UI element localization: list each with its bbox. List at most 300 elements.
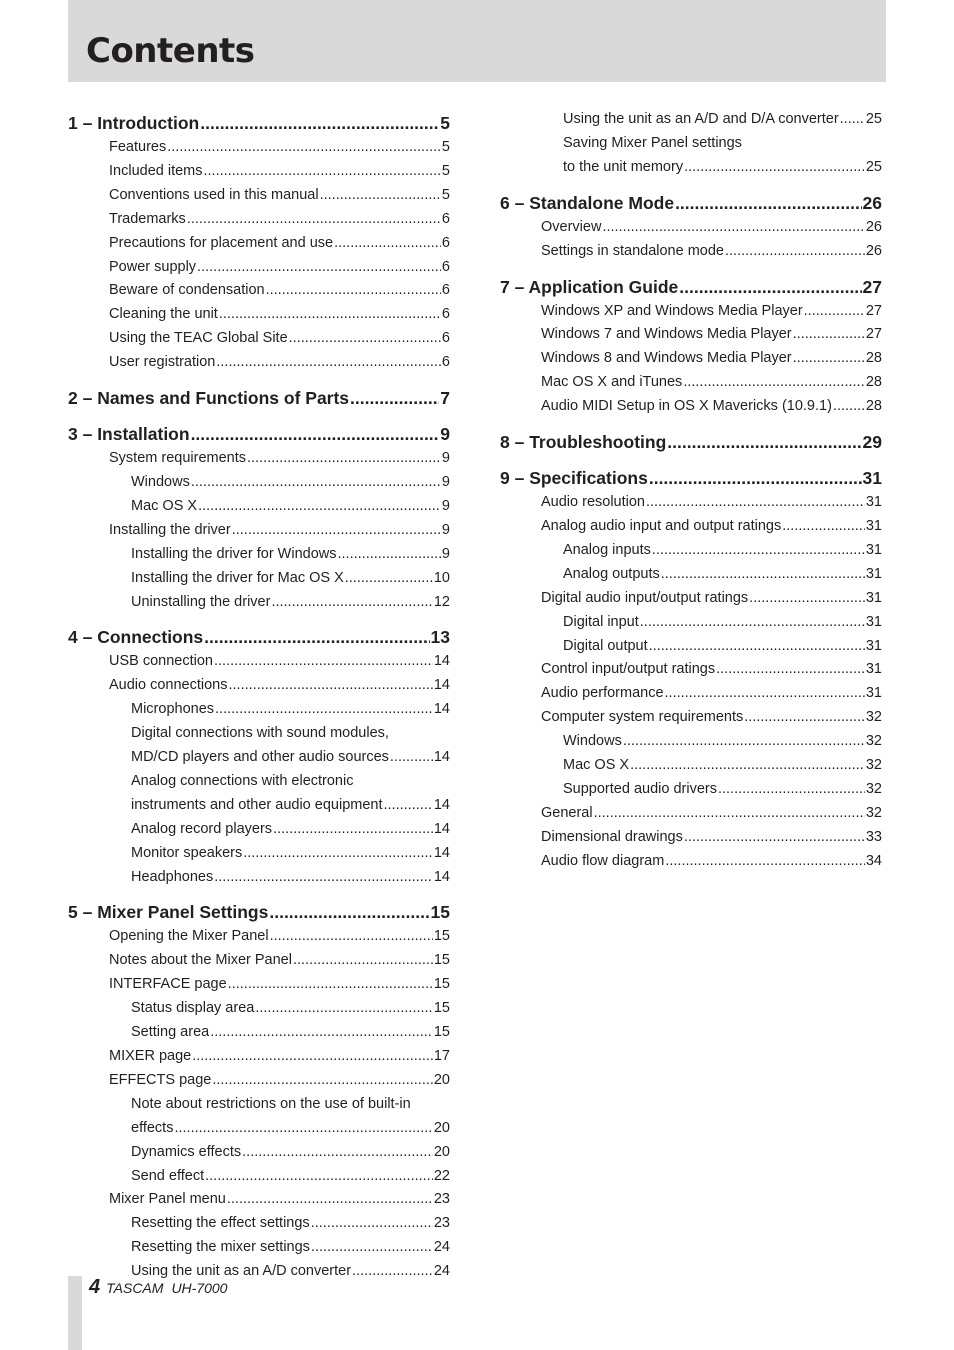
toc-entry-title-line: Note about restrictions on the use of built-in [131,1095,411,1112]
toc-dot-leader [167,136,441,160]
toc-entry-title: Beware of condensation [109,282,265,299]
toc-entry[interactable] [68,471,450,495]
toc-entry[interactable] [68,1212,450,1236]
toc-entry-title: Computer system requirements [541,709,744,726]
toc-page-number: 33 [865,828,882,845]
toc-dot-leader [247,447,441,471]
toc-entry[interactable] [68,279,450,303]
toc-page-number: 28 [865,374,882,391]
toc-page-number: 32 [865,804,882,821]
toc-dot-leader [214,650,433,674]
footer-brand: TASCAM [106,1280,164,1296]
toc-entry-title: Power supply [109,258,197,275]
toc-dot-leader [270,925,433,949]
toc-page-number: 31 [865,685,882,702]
toc-dot-leader [640,611,865,635]
toc-dot-leader [594,802,865,826]
toc-page-number: 28 [865,398,882,415]
toc-page-number: 20 [433,1119,450,1136]
toc-entry-title: Overview [541,218,602,235]
toc-entry-title: Using the unit as an A/D converter [131,1263,352,1280]
toc-entry-title: instruments and other audio equipment [131,796,383,813]
toc-dot-leader [266,279,441,303]
toc-entry-title: Supported audio drivers [563,780,717,797]
toc-entry-title: 5 – Mixer Panel Settings [68,902,269,923]
toc-entry[interactable] [68,1165,450,1189]
toc-entry[interactable] [68,495,450,519]
toc-entry[interactable] [500,515,882,539]
toc-entry[interactable] [500,108,882,132]
toc-dot-leader [215,698,433,722]
toc-entry[interactable] [500,216,882,240]
toc-entry-title: 4 – Connections [68,627,204,648]
toc-page-number: 6 [441,330,450,347]
toc-dot-leader [833,395,865,419]
toc-dot-leader [661,563,865,587]
toc-entry-title: Headphones [131,868,214,885]
toc-page-number: 14 [433,820,450,837]
toc-page-number: 34 [865,852,882,869]
toc-page-number: 32 [865,709,882,726]
toc-entry[interactable] [500,563,882,587]
toc-entry-title: Windows [131,473,190,490]
toc-entry-title: Windows XP and Windows Media Player [541,302,803,319]
toc-entry-title: 2 – Names and Functions of Parts [68,388,350,409]
toc-page-number: 9 [441,497,450,514]
toc-entry[interactable] [68,866,450,890]
toc-dot-leader [782,515,865,539]
toc-page-number: 32 [865,757,882,774]
toc-dot-leader [204,160,441,184]
toc-dot-leader [840,108,865,132]
toc-entry[interactable] [500,587,882,611]
toc-entry[interactable] [68,1069,450,1093]
toc-entry[interactable] [68,770,450,818]
toc-entry-title: Digital input [563,613,639,630]
toc-entry[interactable] [68,997,450,1021]
toc-dot-leader [684,826,865,850]
toc-dot-leader [390,746,433,770]
toc-dot-leader [197,256,441,280]
toc-entry-title: Using the TEAC Global Site [109,330,288,347]
toc-chapter[interactable] [500,190,882,216]
toc-dot-leader [214,866,433,890]
toc-entry[interactable] [500,132,882,180]
toc-page-number: 14 [433,701,450,718]
toc-entry-title: Installing the driver [109,521,231,538]
toc-page-number: 31 [865,541,882,558]
toc-page-number: 31 [865,613,882,630]
toc-page-number: 20 [433,1143,450,1160]
toc-dot-leader [174,1117,432,1141]
toc-dot-leader [649,465,862,491]
toc-page-number: 6 [441,258,450,275]
toc-entry[interactable] [500,730,882,754]
toc-entry[interactable] [68,447,450,471]
toc-entry-title-line: Analog connections with electronic [131,772,354,789]
toc-entry[interactable] [500,802,882,826]
toc-entry-title: Mac OS X and iTunes [541,374,683,391]
toc-page-number: 15 [433,952,450,969]
toc-dot-leader [725,240,865,264]
toc-page-number: 28 [865,350,882,367]
toc-page-number: 14 [433,844,450,861]
toc-entry[interactable] [68,519,450,543]
toc-entry-title: Included items [109,162,203,179]
toc-dot-leader [352,1260,433,1284]
toc-chapter[interactable] [68,385,450,411]
toc-entry[interactable] [68,973,450,997]
toc-page-number: 5 [441,139,450,155]
toc-chapter[interactable] [68,421,450,447]
toc-dot-leader [232,519,441,543]
toc-entry-title: Resetting the mixer settings [131,1239,310,1256]
toc-page-number: 10 [433,569,450,586]
toc-dot-leader [289,327,441,351]
toc-page-number: 15 [433,1024,450,1041]
toc-entry-title: Audio resolution [541,494,645,511]
toc-entry-title: Audio connections [109,677,228,694]
toc-chapter[interactable] [500,465,882,491]
toc-page-number: 9 [441,545,450,562]
toc-entry-title: Dynamics effects [131,1143,242,1160]
toc-dot-leader [200,110,439,136]
toc-entry-title: Audio performance [541,685,664,702]
toc-entry-title: Windows 8 and Windows Media Player [541,350,792,367]
toc-entry[interactable] [68,1188,450,1212]
toc-page-number: 15 [433,1000,450,1017]
toc-entry-title: System requirements [109,450,246,467]
toc-dot-leader [311,1212,433,1236]
toc-entry-title: Analog outputs [563,565,660,582]
toc-entry[interactable] [68,591,450,615]
toc-page-number: 9 [441,521,450,538]
footer-bar [68,1276,82,1350]
toc-dot-leader [187,208,441,232]
toc-page-number: 24 [433,1239,450,1256]
toc-chapter[interactable] [68,624,450,650]
toc-dot-leader [216,351,441,375]
toc-dot-leader [667,429,861,455]
toc-entry[interactable] [500,706,882,730]
toc-entry[interactable] [68,1021,450,1045]
toc-page-number: 14 [433,868,450,885]
toc-entry-title: USB connection [109,653,213,670]
toc-dot-leader [271,591,432,615]
toc-page-number: 14 [433,653,450,670]
toc-entry[interactable] [500,240,882,264]
toc-dot-leader [219,303,441,327]
toc-page-number: 9 [440,424,450,445]
toc-entry-title: Send effect [131,1167,205,1184]
toc-dot-leader [293,949,433,973]
toc-page-number: 6 [441,234,450,251]
toc-entry-title: MIXER page [109,1048,192,1064]
toc-page-number: 5 [441,162,450,179]
page-number: 4 [89,1276,101,1298]
toc-entry-title: Resetting the effect settings [131,1215,310,1232]
toc-dot-leader [191,421,440,447]
toc-entry[interactable] [68,567,450,591]
toc-entry-title: Analog record players [131,820,273,837]
toc-entry-title: Precautions for placement and use [109,234,334,251]
toc-page-number: 26 [865,242,882,259]
toc-entry-title: Notes about the Mixer Panel [109,952,292,969]
toc-entry-title: 3 – Installation [68,424,190,445]
toc-page-number: 7 [440,388,450,409]
toc-entry[interactable] [68,136,450,160]
toc-chapter[interactable] [68,110,450,136]
toc-page-number: 22 [433,1167,450,1184]
toc-page-number: 31 [862,468,882,489]
toc-chapter[interactable] [500,274,882,300]
toc-dot-leader [198,495,441,519]
toc-entry-title: Trademarks [109,210,186,227]
toc-page-number: 24 [433,1263,450,1280]
toc-dot-leader [212,1069,433,1093]
toc-entry-title-line: Saving Mixer Panel settings [563,134,742,151]
toc-entry-title: Mac OS X [563,757,630,774]
toc-entry-title: INTERFACE page [109,976,227,993]
toc-chapter[interactable] [68,899,450,925]
toc-dot-leader [311,1236,433,1260]
toc-page-number: 31 [865,661,882,678]
toc-entry-title: Mixer Panel menu [109,1191,226,1208]
toc-page-number: 9 [441,450,450,467]
toc-entry-last-line [131,794,450,818]
toc-page-number: 27 [865,326,882,343]
toc-page-number: 29 [862,432,882,453]
toc-dot-leader [384,794,433,818]
toc-entry-title: 1 – Introduction [68,113,200,133]
toc-dot-leader [227,1188,433,1212]
toc-dot-leader [744,706,865,730]
toc-dot-leader [320,184,441,208]
toc-entry-title: to the unit memory [563,158,684,175]
toc-entry-title: Audio MIDI Setup in OS X Mavericks (10.9.1) [541,398,832,415]
toc-entry-title: Using the unit as an A/D and D/A converter [563,111,839,127]
toc-entry-title: MD/CD players and other audio sources [131,749,389,766]
toc-entry[interactable] [500,300,882,324]
toc-dot-leader [243,842,433,866]
toc-page-number: 31 [865,637,882,654]
toc-entry[interactable] [500,611,882,635]
toc-page-number: 6 [441,354,450,371]
toc-dot-leader [269,899,429,925]
toc-entry-title: 7 – Application Guide [500,276,679,297]
toc-page-number: 31 [865,494,882,511]
toc-dot-leader [684,156,865,180]
toc-page-number: 31 [865,589,882,606]
toc-page-number: 23 [433,1191,450,1208]
toc-entry-title: Features [109,139,167,155]
toc-page-number: 6 [441,282,450,299]
toc-page-number: 14 [433,796,450,813]
toc-page-number: 15 [433,928,450,945]
toc-entry-title: User registration [109,354,216,371]
toc-entry-title: Monitor speakers [131,844,243,861]
toc-entry-title: 6 – Standalone Mode [500,192,675,213]
toc-entry-title: General [541,804,593,821]
toc-dot-leader [646,491,865,515]
toc-dot-leader [350,385,439,411]
toc-entry[interactable] [68,949,450,973]
toc-dot-leader [228,973,433,997]
toc-entry-title: Audio flow diagram [541,852,665,869]
toc-entry[interactable] [68,650,450,674]
toc-entry-title: Digital output [563,637,648,654]
toc-page-number: 27 [865,302,882,319]
toc-dot-leader [602,216,864,240]
toc-entry[interactable] [500,491,882,515]
toc-entry[interactable] [500,778,882,802]
toc-dot-leader [679,274,861,300]
toc-column-left [68,110,450,1284]
toc-entry[interactable] [68,543,450,567]
toc-entry[interactable] [68,818,450,842]
toc-entry[interactable] [500,539,882,563]
toc-dot-leader [675,190,861,216]
toc-dot-leader [665,850,865,874]
toc-page-number: 31 [865,517,882,534]
toc-column-right [500,108,882,874]
toc-entry[interactable] [68,351,450,375]
toc-entry[interactable] [68,256,450,280]
toc-dot-leader [210,1021,433,1045]
toc-page-number: 9 [441,473,450,490]
toc-page-number: 32 [865,733,882,750]
toc-dot-leader [623,730,865,754]
toc-entry-title: Status display area [131,1000,255,1017]
footer-model: UH-7000 [171,1280,228,1296]
toc-page-number: 23 [433,1215,450,1232]
toc-page-number: 5 [441,186,450,203]
toc-page-number: 12 [433,593,450,610]
toc-entry-title: Uninstalling the driver [131,593,271,610]
toc-entry-title: Conventions used in this manual [109,186,319,203]
toc-entry-title: EFFECTS page [109,1071,212,1088]
toc-page-number: 15 [430,902,450,923]
toc-chapter[interactable] [500,429,882,455]
toc-entry-title: Setting area [131,1024,210,1041]
toc-entry-title: Installing the driver for Mac OS X [131,569,344,586]
toc-page-number: 27 [862,276,882,297]
toc-entry-last-line [563,156,882,180]
toc-dot-leader [338,543,441,567]
toc-entry[interactable] [500,850,882,874]
toc-entry-title: Windows 7 and Windows Media Player [541,326,792,343]
toc-entry-title: effects [131,1119,174,1136]
toc-entry[interactable] [68,722,450,770]
toc-dot-leader [793,347,865,371]
toc-entry-title: Mac OS X [131,497,198,514]
toc-page-number: 14 [433,677,450,694]
toc-entry[interactable] [500,682,882,706]
toc-entry-title: Installing the driver for Windows [131,545,337,562]
toc-page-number: 26 [865,218,882,235]
toc-dot-leader [716,658,865,682]
toc-entry[interactable] [68,327,450,351]
toc-dot-leader [191,471,441,495]
toc-page-number: 20 [433,1071,450,1088]
toc-dot-leader [652,539,865,563]
toc-page-number: 17 [433,1048,450,1064]
toc-dot-leader [345,567,433,591]
toc-entry-title: Microphones [131,701,215,718]
toc-entry[interactable] [68,842,450,866]
toc-page-number: 6 [441,210,450,227]
toc-entry-last-line [131,746,450,770]
toc-entry[interactable] [500,754,882,778]
toc-dot-leader [804,300,865,324]
toc-entry-title: 9 – Specifications [500,468,648,489]
toc-dot-leader [192,1045,433,1069]
toc-entry[interactable] [68,160,450,184]
toc-entry-title: Cleaning the unit [109,306,218,323]
toc-page-number: 15 [433,976,450,993]
toc-dot-leader [665,682,865,706]
toc-dot-leader [242,1141,433,1165]
toc-entry-title: Windows [563,733,622,750]
toc-entry-title: Analog inputs [563,541,651,558]
toc-entry-title-line: Digital connections with sound modules, [131,725,389,742]
toc-page-number: 26 [862,192,882,213]
toc-entry[interactable] [500,371,882,395]
toc-dot-leader [749,587,865,611]
toc-entry[interactable] [68,303,450,327]
toc-dot-leader [205,1165,433,1189]
toc-entry[interactable] [68,698,450,722]
toc-entry[interactable] [68,925,450,949]
toc-dot-leader [229,674,433,698]
toc-entry-title: Settings in standalone mode [541,242,724,259]
toc-page-number: 25 [865,111,882,127]
toc-dot-leader [255,997,433,1021]
toc-entry-title: Opening the Mixer Panel [109,928,269,945]
toc-page-number: 13 [430,627,450,648]
toc-entry[interactable] [500,826,882,850]
toc-entry[interactable] [500,395,882,419]
toc-entry[interactable] [68,184,450,208]
toc-entry-title: Analog audio input and output ratings [541,517,782,534]
toc-entry[interactable] [68,1045,450,1069]
toc-entry[interactable] [500,635,882,659]
toc-page-number: 6 [441,306,450,323]
toc-entry-title: Dimensional drawings [541,828,683,845]
page-footer [89,1276,227,1302]
toc-entry[interactable] [68,1236,450,1260]
page-title: Contents [86,31,255,71]
toc-dot-leader [649,635,865,659]
toc-dot-leader [718,778,865,802]
toc-entry[interactable] [68,674,450,698]
toc-entry[interactable] [68,232,450,256]
toc-page-number: 32 [865,780,882,797]
toc-entry[interactable] [68,208,450,232]
toc-entry[interactable] [500,323,882,347]
toc-entry[interactable] [68,1141,450,1165]
toc-dot-leader [630,754,865,778]
toc-entry[interactable] [500,658,882,682]
toc-entry[interactable] [68,1093,450,1141]
toc-dot-leader [793,323,865,347]
toc-page-number: 25 [865,158,882,175]
toc-entry[interactable] [500,347,882,371]
toc-dot-leader [204,624,429,650]
toc-entry-title: Control input/output ratings [541,661,716,678]
toc-page-number: 5 [440,113,450,133]
toc-dot-leader [683,371,865,395]
